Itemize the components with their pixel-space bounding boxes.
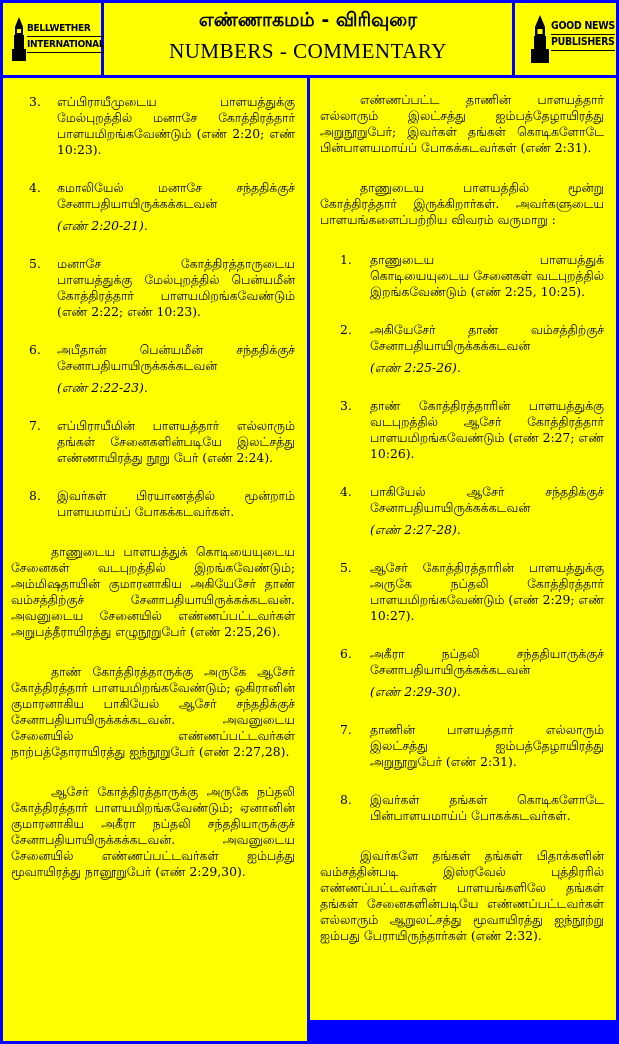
- page-header: [3, 3, 616, 75]
- body-paragraph: ஆசேர் கோத்திரத்தாருக்கு அருகே நப்தலி கோத்திரத்தார் பாளயமிறங்கவேண்டும்; ஏனானின் குமாரனாகிய அகீரா நப்தலி சந்ததியாருக்குச் சேனாபதியாயிருக்கக்கடவன். அவனுடைய சேனையில் எண்ணப்பட்டவர்கள் ஐம்பத்து மூவாயிரத்து நானூறுபேர் (எண் 2:29,30).: [11, 784, 295, 879]
- list-item: [11, 180, 295, 234]
- item-reference: (எண் 2:25-26).: [370, 360, 461, 375]
- list-item: [320, 252, 604, 300]
- item-reference: (எண் 2:29-30).: [370, 684, 461, 699]
- list-item: [320, 792, 604, 824]
- bellwether-logo-text: [27, 21, 104, 53]
- item-text: அபீதான் பென்யமீன் சந்ததிக்குச் சேனாபதியாயிருக்கக்கடவன்: [57, 342, 295, 373]
- item-number: 5.: [340, 560, 352, 575]
- item-number: 7.: [340, 722, 352, 737]
- item-number: 6.: [340, 646, 352, 661]
- body-paragraph: தாண் கோத்திரத்தாருக்கு அருகே ஆசேர் கோத்திரத்தார் பாளயமிறங்கவேண்டும்; ஒகிரானின் குமாரனாகிய பாகியேல் ஆசேர் சந்ததிக்குச் சேனாபதியாயிருக்கக்கடவன். அவனுடைய சேனையில் எண்ணப்பட்டவர்கள் நாற்பத்தோராயிரத்து ஐந்நூறுபேர் (எண் 2:27,28).: [11, 664, 295, 759]
- item-number: 4.: [340, 484, 352, 499]
- item-text: ஆசேர் கோத்திரத்தாரின் பாளயத்துக்கு அருகே நப்தலி கோத்திரத்தார் பாளயமிறங்கவேண்டும் (எண் 2:29; எண் 10:27).: [370, 560, 604, 623]
- list-item: [320, 560, 604, 624]
- body-paragraph: எண்ணப்பட்ட தாணின் பாளயத்தார் எல்லாரும் இலட்சத்து ஐம்பத்தேழாயிரத்து அறுநூறுபேர்; இவர்கள் தங்கள் கொடிகளோடே பின்பாளயமாய்ப் போகக்கடவர்கள் (எண் 2:31).: [320, 92, 604, 155]
- item-reference: (எண் 2:27-28).: [370, 522, 461, 537]
- list-item: [11, 488, 295, 520]
- logo-left-line1: BELLWETHER: [27, 21, 104, 37]
- list-item: [320, 646, 604, 700]
- item-number: 8.: [29, 488, 41, 503]
- bell-tower-icon: [529, 15, 551, 63]
- item-reference: (எண் 2:22-23).: [57, 380, 148, 395]
- item-text: அகீரா நப்தலி சந்ததியாருக்குச் சேனாபதியாயிருக்கக்கடவன்: [370, 646, 604, 677]
- body-paragraph: இவர்களே தங்கள் தங்கள் பிதாக்களின் வம்சத்தின்படி இஸ்ரவேல் புத்திரரில் எண்ணப்பட்டவர்கள் பாளயங்களிலே தங்கள் தங்கள் சேனைகளின்படியே எண்ணப்பட்டவர்கள் எல்லாரும் ஆறுலட்சத்து மூவாயிரத்து ஐந்நூற்று ஐம்பது பேராயிருந்தார்கள் (எண் 2:32).: [320, 848, 604, 943]
- item-number: 5.: [29, 256, 41, 271]
- item-text: தாண் கோத்திரத்தாரின் பாளயத்துக்கு வடபுறத்தில் ஆசேர் கோத்திரத்தார் பாளயமிறங்கவேண்டும் (எண் 2:27; எண் 10:26).: [370, 398, 604, 461]
- good-news-logo: [515, 3, 616, 75]
- logo-right-line2: PUBLISHERS: [551, 35, 615, 51]
- item-text: பாகியேல் ஆசேர் சந்ததிக்குச் சேனாபதியாயிருக்கக்கடவன்: [370, 484, 604, 515]
- title-box: [104, 3, 512, 75]
- page-title-english: NUMBERS - COMMENTARY: [169, 39, 447, 63]
- list-item: [11, 418, 295, 466]
- body-paragraph: தாணுடைய பாளயத்துக் கொடியையுடைய சேனைகள் வடபுறத்தில் இறங்கவேண்டும்; அம்மிஷதாயின் குமாரனாகிய அகியேசேர் தாண் வம்சத்திற்குச் சேனாபதியாயிருக்கக்கடவன். அவனுடைய சேனையில் எண்ணப்பட்டவர்கள் அறுபத்தீராயிரத்து எழுநூறுபேர் (எண் 2:25,26).: [11, 544, 295, 639]
- item-number: 6.: [29, 342, 41, 357]
- list-item: [11, 256, 295, 320]
- item-text: தாணுடைய பாளயத்துக் கொடியையுடைய சேனைகள் வடபுறத்தில் இறங்கவேண்டும் (எண் 2:25, 10:25).: [370, 252, 604, 299]
- right-column-content: [310, 78, 616, 968]
- item-number: 4.: [29, 180, 41, 195]
- item-text: தாணின் பாளயத்தார் எல்லாரும் இலட்சத்து ஐம்பத்தேழாயிரத்து அறுநூறுபேர் (எண் 2:31).: [370, 722, 604, 769]
- list-item: [11, 94, 295, 158]
- list-item: [320, 398, 604, 462]
- item-text: எப்பிராயீமின் பாளயத்தார் எல்லாரும் தங்கள் சேனைகளின்படியே இலட்சத்து எண்ணாயிரத்து நூறு பேர் (எண் 2:24).: [57, 418, 295, 465]
- item-number: 7.: [29, 418, 41, 433]
- page-title-tamil: எண்ணாகமம் - விரிவுரை: [198, 9, 418, 31]
- item-number: 2.: [340, 322, 352, 337]
- bell-tower-icon: [11, 17, 27, 61]
- body-paragraph: தாணுடைய பாளயத்தில் மூன்று கோத்திரத்தார் இருக்கிறார்கள். அவர்களுடைய பாளயங்களைப்பற்றிய விவரம் வருமாறு :: [320, 180, 604, 227]
- item-number: 3.: [340, 398, 352, 413]
- list-item: [320, 322, 604, 376]
- item-text: அகியேசேர் தாண் வம்சத்திற்குச் சேனாபதியாயிருக்கக்கடவன்: [370, 322, 604, 353]
- item-text: இவர்கள் பிரயாணத்தில் மூன்றாம் பாளயமாய்ப் போகக்கடவர்கள்.: [57, 488, 295, 519]
- bellwether-logo: [3, 3, 105, 75]
- item-number: 8.: [340, 792, 352, 807]
- item-text: கமாலியேல் மனாசே சந்ததிக்குச் சேனாபதியாயிருக்கக்கடவன்: [57, 180, 295, 211]
- left-column: [3, 78, 307, 1041]
- list-item: [11, 342, 295, 396]
- item-number: 3.: [29, 94, 41, 109]
- right-column: [310, 78, 616, 1020]
- list-item: [320, 722, 604, 770]
- left-column-content: [3, 78, 307, 904]
- item-text: மனாசே கோத்திரத்தாருடைய பாளயத்துக்கு மேல்புறத்தில் பென்யமீன் கோத்திரத்தார் பாளயமிறங்கவேண்டும் (எண் 2:22; எண் 10:23).: [57, 256, 295, 319]
- item-number: 1.: [340, 252, 352, 267]
- logo-left-line2: INTERNATIONAL: [27, 37, 104, 53]
- item-text: எப்பிராயீமுடைய பாளயத்துக்கு மேல்புறத்தில் மனாசே கோத்திரத்தார் பாளயமிறங்கவேண்டும் (எண் 2:20; எண் 10:23).: [57, 94, 295, 157]
- list-item: [320, 484, 604, 538]
- logo-right-line1: GOOD NEWS: [551, 19, 615, 35]
- item-reference: (எண் 2:20-21).: [57, 218, 148, 233]
- good-news-logo-text: [551, 19, 615, 51]
- item-text: இவர்கள் தங்கள் கொடிகளோடே பின்பாளயமாய்ப் போகக்கடவர்கள்.: [370, 792, 604, 823]
